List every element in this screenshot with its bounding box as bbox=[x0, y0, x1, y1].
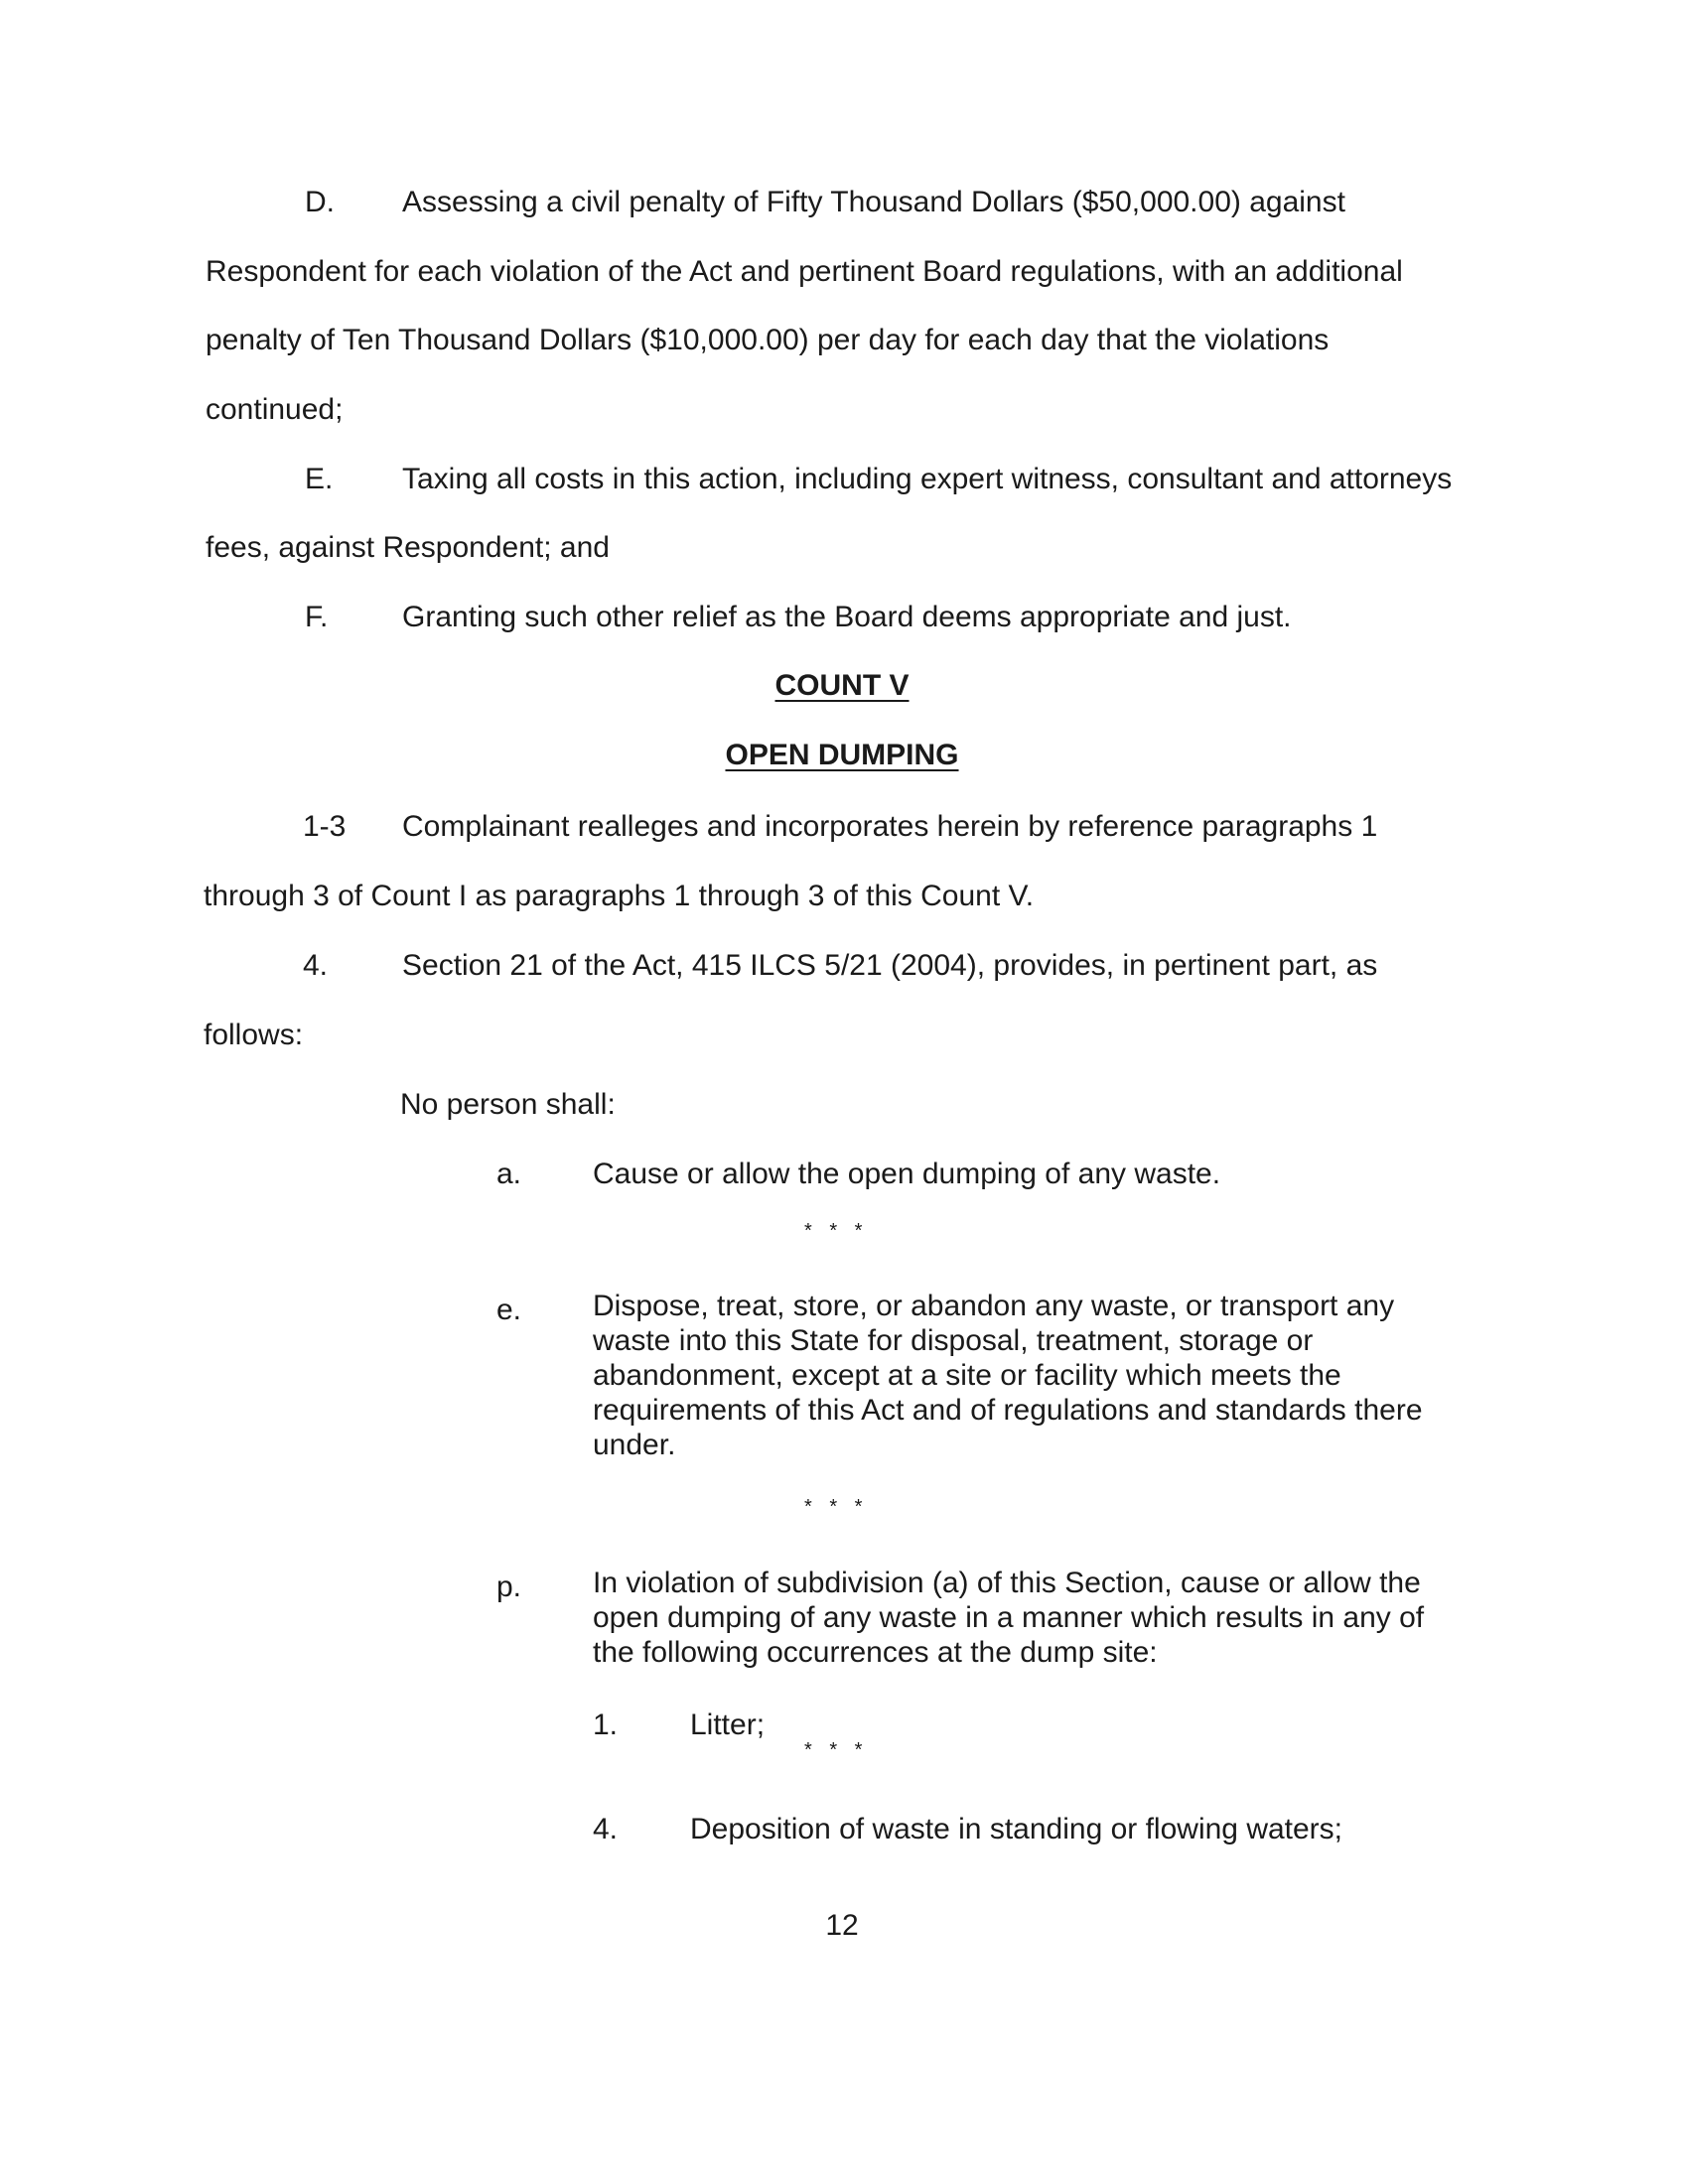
item-f-label: F. bbox=[305, 601, 329, 633]
item-d-line4: continued; bbox=[206, 393, 344, 426]
quote-sub-1-text: Litter; bbox=[690, 1708, 766, 1741]
paragraph-4-label: 4. bbox=[303, 949, 329, 982]
item-e-label: E. bbox=[305, 463, 334, 495]
quote-sub-4-label: 4. bbox=[593, 1813, 619, 1845]
quote-sub-1-label: 1. bbox=[593, 1708, 619, 1741]
page-number: 12 bbox=[825, 1909, 859, 1942]
ellipsis-separator: * * * bbox=[804, 1496, 869, 1518]
ellipsis-separator: * * * bbox=[804, 1739, 869, 1761]
item-d-label: D. bbox=[305, 186, 335, 218]
paragraph-1-3-line2: through 3 of Count I as paragraphs 1 through 3 of this Count V. bbox=[204, 880, 1035, 912]
quote-a-label: a. bbox=[496, 1158, 522, 1190]
quote-p-text: In violation of subdivision (a) of this Section, cause or allow the open dumping of any waste in a manner which results in any of the following occurrences at the dump site: bbox=[593, 1567, 1425, 1669]
quote-e-text: Dispose, treat, store, or abandon any waste, or transport any waste into this State for disposal, treatment, storage or abandonment, except at a site or facility which meets the requirements of this Act and of regulations and standards there under. bbox=[593, 1290, 1423, 1461]
quote-a-text: Cause or allow the open dumping of any waste. bbox=[593, 1158, 1221, 1190]
item-d-text: Assessing a civil penalty of Fifty Thousand Dollars ($50,000.00) against bbox=[402, 186, 1345, 218]
ellipsis-separator: * * * bbox=[804, 1220, 869, 1242]
quote-intro: No person shall: bbox=[400, 1088, 616, 1121]
quote-p-label: p. bbox=[496, 1570, 522, 1603]
item-d-line2: Respondent for each violation of the Act and pertinent Board regulations, with an additional bbox=[206, 255, 1403, 288]
item-d-line3: penalty of Ten Thousand Dollars ($10,000.00) per day for each day that the violations bbox=[206, 324, 1330, 356]
item-e-line2: fees, against Respondent; and bbox=[206, 531, 610, 564]
item-f-text: Granting such other relief as the Board deems appropriate and just. bbox=[402, 601, 1292, 633]
paragraph-4-line2: follows: bbox=[204, 1019, 304, 1051]
count-subtitle: OPEN DUMPING bbox=[725, 739, 959, 771]
quote-e-label: e. bbox=[496, 1294, 522, 1326]
paragraph-1-3-line1: Complainant realleges and incorporates herein by reference paragraphs 1 bbox=[402, 810, 1378, 843]
paragraph-4-line1: Section 21 of the Act, 415 ILCS 5/21 (2004), provides, in pertinent part, as bbox=[402, 949, 1378, 982]
paragraph-1-3-label: 1-3 bbox=[303, 810, 347, 843]
count-title: COUNT V bbox=[774, 669, 910, 702]
item-e-text: Taxing all costs in this action, including expert witness, consultant and attorneys bbox=[402, 463, 1453, 495]
quote-sub-4-text: Deposition of waste in standing or flowing waters; bbox=[690, 1813, 1343, 1845]
